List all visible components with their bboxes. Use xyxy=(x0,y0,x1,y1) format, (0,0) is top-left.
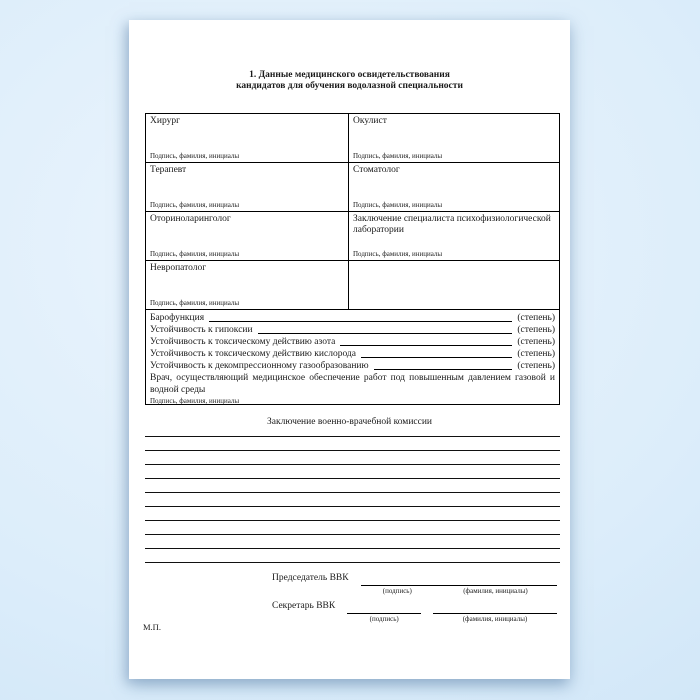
chairman-label: Председатель ВВК xyxy=(272,573,349,583)
specialist-label: Окулист xyxy=(353,116,387,126)
signature-hint: Подпись, фамилия, инициалы xyxy=(353,152,443,160)
chairman-name-field xyxy=(434,573,557,596)
ruled-line xyxy=(145,493,560,507)
document-title xyxy=(129,70,570,92)
conclusion-writing-lines xyxy=(145,423,560,563)
signature-hint: Подпись, фамилия, инициалы xyxy=(150,152,240,160)
title-line-1: 1. Данные медицинского освидетельствования xyxy=(249,70,450,80)
table-row xyxy=(146,114,559,163)
tolerance-row xyxy=(150,360,555,372)
sign-caption: (подпись) xyxy=(369,615,399,623)
ruled-line xyxy=(145,423,560,437)
name-underline xyxy=(433,601,557,614)
specialists-table xyxy=(145,113,560,310)
cell-surgeon xyxy=(146,114,349,162)
ruled-line xyxy=(145,521,560,535)
tolerance-section xyxy=(145,309,560,405)
name-underline xyxy=(434,573,557,586)
specialist-label: Оториноларинголог xyxy=(150,214,231,224)
tolerance-row xyxy=(150,324,555,336)
name-caption: (фамилия, инициалы) xyxy=(462,615,528,623)
specialist-label: Хирург xyxy=(150,116,180,126)
secretary-signature-row xyxy=(272,601,557,624)
doctor-note: Врач, осуществляющий медицинское обеспечение работ под повышенным давлением газовой и водной среды xyxy=(150,373,555,395)
ruled-line xyxy=(145,507,560,521)
ruled-line xyxy=(145,535,560,549)
cell-psychophysiology-conclusion xyxy=(349,212,559,260)
cell-empty xyxy=(349,261,559,309)
blank-underline xyxy=(204,312,517,324)
sign-caption: (подпись) xyxy=(382,587,412,595)
ruled-line xyxy=(145,451,560,465)
cell-oculist xyxy=(349,114,559,162)
ruled-line xyxy=(145,465,560,479)
ruled-line xyxy=(145,437,560,451)
specialist-label: Невропатолог xyxy=(150,263,207,273)
degree-label: (степень) xyxy=(517,325,555,335)
signature-hint: Подпись, фамилия, инициалы xyxy=(353,201,443,209)
ruled-line xyxy=(145,549,560,563)
secretary-sign-field xyxy=(347,601,421,624)
signature-hint: Подпись, фамилия, инициалы xyxy=(150,299,240,307)
ruled-line xyxy=(145,479,560,493)
table-row xyxy=(146,212,559,261)
table-row xyxy=(146,163,559,212)
tolerance-row xyxy=(150,348,555,360)
blank-underline xyxy=(335,336,517,348)
specialist-label: Терапевт xyxy=(150,165,187,175)
degree-label: (степень) xyxy=(517,337,555,347)
secretary-label: Секретарь ВВК xyxy=(272,601,336,611)
signature-hint: Подпись, фамилия, инициалы xyxy=(353,250,443,258)
secretary-name-field xyxy=(433,601,557,624)
tolerance-row xyxy=(150,336,555,348)
specialist-label: Стоматолог xyxy=(353,165,400,175)
tolerance-label: Устойчивость к гипоксии xyxy=(150,325,253,335)
cell-dentist xyxy=(349,163,559,211)
blank-underline xyxy=(369,360,518,372)
document-page xyxy=(129,20,570,679)
tolerance-label: Устойчивость к токсическому действию азота xyxy=(150,337,336,347)
signature-hint: Подпись, фамилия, инициалы xyxy=(150,201,240,209)
table-row xyxy=(146,261,559,309)
signature-hint: Подпись, фамилия, инициалы xyxy=(150,250,240,258)
degree-label: (степень) xyxy=(517,361,555,371)
chairman-sign-field xyxy=(361,573,434,596)
tolerance-label: Барофункция xyxy=(150,313,205,323)
degree-label: (степень) xyxy=(517,349,555,359)
title-line-2: кандидатов для обучения водолазной специальности xyxy=(236,81,463,91)
conclusion-heading: Заключение военно-врачебной комиссии xyxy=(267,417,432,427)
cell-otolaryngologist xyxy=(146,212,349,260)
signature-underline xyxy=(347,601,421,614)
tolerance-label: Устойчивость к токсическому действию кислорода xyxy=(150,349,356,359)
signature-underline xyxy=(361,573,434,586)
signature-hint: Подпись, фамилия, инициалы xyxy=(150,397,240,405)
blank-underline xyxy=(356,348,517,360)
specialist-label: Заключение специалиста психофизиологической лаборатории xyxy=(353,214,551,235)
chairman-signature-row xyxy=(272,573,557,596)
stamp-place-label: М.П. xyxy=(143,622,161,632)
cell-neuropathologist xyxy=(146,261,349,309)
cell-therapist xyxy=(146,163,349,211)
degree-label: (степень) xyxy=(517,313,555,323)
name-caption: (фамилия, инициалы) xyxy=(463,587,528,595)
tolerance-label: Устойчивость к декомпрессионному газообразованию xyxy=(150,361,369,371)
blank-underline xyxy=(253,324,518,336)
tolerance-row xyxy=(150,312,555,324)
